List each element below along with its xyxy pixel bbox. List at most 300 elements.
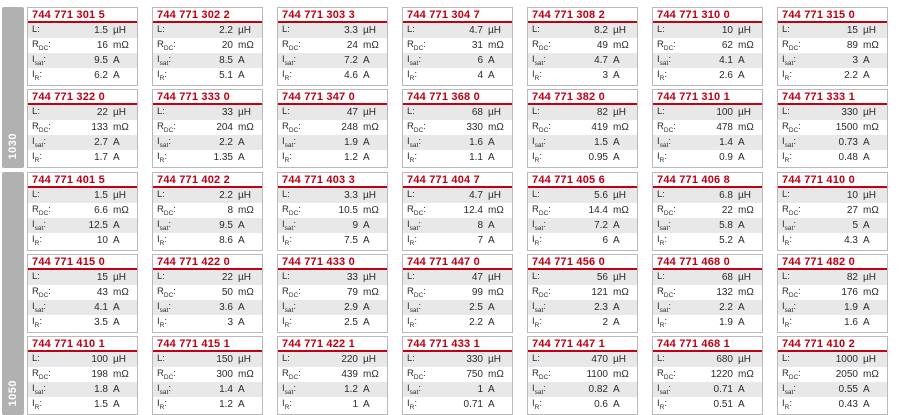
label-colon: : — [414, 68, 417, 80]
label-colon: : — [48, 203, 51, 215]
spec-row-dc-resistance — [278, 120, 387, 135]
param-label-dc-resistance — [282, 121, 308, 134]
param-unit-inductance: µH — [363, 25, 376, 36]
param-unit-sat-current: A — [863, 302, 870, 313]
param-symbol: I — [157, 397, 160, 409]
param-value-inductance: 3.3 — [344, 190, 358, 201]
param-label-sat-current — [157, 219, 183, 232]
param-label-sat-current — [657, 301, 683, 314]
label-colon: : — [37, 352, 40, 364]
catalog — [2, 7, 900, 415]
label-colon: : — [37, 270, 40, 282]
label-colon: : — [548, 203, 551, 215]
param-value-dc-resistance: 176 — [841, 287, 858, 298]
param-label-rated-current — [782, 316, 808, 329]
label-colon: : — [423, 38, 426, 50]
param-value-sat-current: 1.9 — [844, 302, 858, 313]
param-subscript: sat — [784, 306, 794, 314]
param-subscript: sat — [534, 388, 544, 396]
param-unit-inductance: µH — [113, 354, 126, 365]
param-value-dc-resistance: 10.5 — [338, 205, 358, 216]
spec-row-sat-current — [403, 135, 512, 150]
param-label-inductance — [32, 189, 58, 202]
param-unit-inductance: µH — [113, 25, 126, 36]
param-subscript: R — [159, 321, 165, 329]
spec-row-inductance — [403, 105, 512, 120]
part-card — [777, 89, 888, 168]
label-colon: : — [664, 150, 667, 162]
param-symbol: I — [532, 150, 535, 162]
spec-row-sat-current — [278, 382, 387, 397]
param-subscript: R — [784, 156, 790, 164]
param-value-dc-resistance: 248 — [341, 122, 358, 133]
param-subscript: sat — [409, 141, 419, 149]
label-colon: : — [423, 285, 426, 297]
param-unit-dc-resistance: mΩ — [738, 40, 754, 51]
param-symbol: I — [157, 315, 160, 327]
param-value-dc-resistance: 43 — [96, 287, 108, 298]
param-symbol: I — [157, 233, 160, 245]
part-card — [527, 7, 638, 86]
param-label-inductance — [782, 271, 808, 284]
param-subscript: DC — [163, 373, 174, 381]
param-label-inductance — [782, 189, 808, 202]
param-unit-rated-current: A — [238, 70, 245, 81]
part-card — [277, 172, 388, 251]
param-subscript: sat — [409, 388, 419, 396]
label-colon: : — [289, 150, 292, 162]
param-label-inductance — [657, 106, 683, 119]
param-value-rated-current: 1.1 — [469, 152, 483, 163]
spec-row-rated-current — [278, 150, 387, 165]
param-value-dc-resistance: 6.6 — [94, 205, 108, 216]
param-unit-dc-resistance: mΩ — [488, 122, 504, 133]
param-symbol: R — [657, 38, 664, 50]
part-number: 744 771 333 1 — [778, 90, 887, 105]
spec-row-dc-resistance — [528, 285, 637, 300]
param-label-inductance — [32, 353, 58, 366]
part-card — [527, 89, 638, 168]
param-value-sat-current: 6 — [477, 55, 483, 66]
param-value-dc-resistance: 204 — [216, 122, 233, 133]
param-value-rated-current: 0.95 — [588, 152, 608, 163]
card-grid — [27, 172, 888, 415]
spec-row-rated-current — [153, 397, 262, 412]
param-label-sat-current — [782, 383, 808, 396]
param-value-inductance: 100 — [716, 107, 733, 118]
param-value-sat-current: 9.5 — [219, 220, 233, 231]
label-colon: : — [664, 68, 667, 80]
spec-row-sat-current — [528, 300, 637, 315]
label-colon: : — [293, 135, 296, 147]
param-subscript: DC — [413, 373, 424, 381]
param-symbol: I — [32, 218, 35, 230]
spec-row-inductance — [403, 23, 512, 38]
param-symbol: I — [782, 150, 785, 162]
param-value-rated-current: 7 — [477, 235, 483, 246]
param-value-rated-current: 5.1 — [219, 70, 233, 81]
param-unit-inductance: µH — [488, 190, 501, 201]
param-symbol: I — [657, 382, 660, 394]
param-subscript: R — [409, 74, 415, 82]
part-card — [777, 172, 888, 251]
spec-row-dc-resistance — [153, 203, 262, 218]
param-value-inductance: 100 — [91, 354, 108, 365]
param-subscript: sat — [659, 141, 669, 149]
param-label-dc-resistance — [157, 39, 183, 52]
param-subscript: sat — [284, 141, 294, 149]
param-subscript: sat — [34, 224, 44, 232]
label-colon: : — [287, 270, 290, 282]
label-colon: : — [414, 233, 417, 245]
param-subscript: R — [34, 239, 40, 247]
param-symbol: R — [157, 120, 164, 132]
param-unit-dc-resistance: mΩ — [738, 122, 754, 133]
param-symbol: I — [532, 135, 535, 147]
param-unit-dc-resistance: mΩ — [738, 287, 754, 298]
param-label-sat-current — [782, 54, 808, 67]
card-grid — [27, 7, 888, 168]
param-unit-rated-current: A — [738, 235, 745, 246]
param-value-dc-resistance: 16 — [96, 40, 108, 51]
param-label-sat-current — [532, 383, 558, 396]
part-card — [777, 7, 888, 86]
label-colon: : — [543, 300, 546, 312]
spec-row-rated-current — [28, 397, 137, 412]
param-subscript: sat — [159, 59, 169, 67]
param-symbol: L — [532, 188, 538, 200]
param-symbol: R — [157, 285, 164, 297]
spec-row-rated-current — [528, 397, 637, 412]
param-value-inductance: 82 — [846, 272, 858, 283]
label-colon: : — [289, 315, 292, 327]
label-colon: : — [423, 367, 426, 379]
param-value-sat-current: 1.4 — [219, 384, 233, 395]
param-label-sat-current — [657, 219, 683, 232]
param-value-rated-current: 6 — [602, 235, 608, 246]
param-symbol: R — [782, 38, 789, 50]
param-unit-inductance: µH — [113, 190, 126, 201]
param-symbol: I — [782, 382, 785, 394]
param-subscript: sat — [34, 388, 44, 396]
param-value-dc-resistance: 89 — [846, 40, 858, 51]
spec-row-rated-current — [278, 315, 387, 330]
param-label-rated-current — [32, 151, 58, 164]
param-unit-dc-resistance: mΩ — [738, 369, 754, 380]
param-symbol: R — [32, 367, 39, 379]
param-subscript: R — [159, 403, 165, 411]
param-unit-rated-current: A — [738, 399, 745, 410]
label-colon: : — [537, 188, 540, 200]
param-value-dc-resistance: 24 — [346, 40, 358, 51]
param-value-inductance: 68 — [471, 107, 483, 118]
spec-row-inductance — [28, 270, 137, 285]
label-colon: : — [798, 367, 801, 379]
param-symbol: I — [782, 233, 785, 245]
spec-row-sat-current — [28, 382, 137, 397]
part-card — [652, 254, 763, 333]
param-unit-sat-current: A — [613, 220, 620, 231]
spec-row-rated-current — [778, 233, 887, 248]
param-symbol: I — [657, 233, 660, 245]
param-unit-rated-current: A — [613, 399, 620, 410]
param-label-rated-current — [657, 398, 683, 411]
param-unit-sat-current: A — [488, 55, 495, 66]
param-symbol: I — [32, 53, 35, 65]
param-symbol: R — [32, 285, 39, 297]
param-unit-dc-resistance: mΩ — [613, 205, 629, 216]
spec-row-inductance — [528, 270, 637, 285]
param-unit-inductance: µH — [238, 354, 251, 365]
param-subscript: sat — [784, 59, 794, 67]
param-symbol: I — [532, 382, 535, 394]
param-unit-rated-current: A — [238, 152, 245, 163]
part-number: 744 771 404 7 — [403, 173, 512, 188]
param-subscript: sat — [534, 224, 544, 232]
param-symbol: R — [782, 367, 789, 379]
part-number: 744 771 310 0 — [653, 8, 762, 23]
spec-row-inductance — [153, 270, 262, 285]
param-subscript: sat — [34, 59, 44, 67]
param-label-sat-current — [782, 301, 808, 314]
param-subscript: sat — [409, 224, 419, 232]
param-label-sat-current — [407, 383, 433, 396]
param-unit-inductance: µH — [363, 272, 376, 283]
spec-row-rated-current — [28, 150, 137, 165]
label-colon: : — [798, 203, 801, 215]
spec-row-inductance — [153, 23, 262, 38]
part-number: 744 771 415 1 — [153, 337, 262, 352]
param-subscript: sat — [784, 224, 794, 232]
series-label: 1050 — [7, 379, 19, 406]
param-label-dc-resistance — [282, 39, 308, 52]
param-value-dc-resistance: 12.4 — [463, 205, 483, 216]
param-unit-dc-resistance: mΩ — [113, 40, 129, 51]
spec-row-dc-resistance — [778, 367, 887, 382]
param-label-rated-current — [532, 69, 558, 82]
spec-row-sat-current — [653, 53, 762, 68]
label-colon: : — [662, 352, 665, 364]
param-value-rated-current: 3 — [602, 70, 608, 81]
param-unit-dc-resistance: mΩ — [488, 369, 504, 380]
param-unit-rated-current: A — [738, 152, 745, 163]
label-colon: : — [537, 23, 540, 35]
param-label-rated-current — [157, 398, 183, 411]
param-unit-inductance: µH — [113, 107, 126, 118]
param-value-inductance: 47 — [346, 107, 358, 118]
label-colon: : — [43, 382, 46, 394]
param-label-inductance — [282, 271, 308, 284]
param-value-inductance: 5.6 — [594, 190, 608, 201]
spec-row-inductance — [28, 23, 137, 38]
param-subscript: DC — [538, 373, 549, 381]
param-subscript: DC — [288, 126, 299, 134]
param-symbol: L — [782, 188, 788, 200]
spec-row-dc-resistance — [153, 285, 262, 300]
param-label-dc-resistance — [532, 286, 558, 299]
label-colon: : — [168, 218, 171, 230]
spec-row-sat-current — [778, 53, 887, 68]
param-unit-inductance: µH — [613, 354, 626, 365]
label-colon: : — [793, 53, 796, 65]
param-label-rated-current — [657, 151, 683, 164]
part-card — [527, 254, 638, 333]
spec-row-rated-current — [528, 68, 637, 83]
param-label-inductance — [407, 189, 433, 202]
part-number: 744 771 482 0 — [778, 255, 887, 270]
param-unit-dc-resistance: mΩ — [238, 122, 254, 133]
param-unit-inductance: µH — [863, 272, 876, 283]
param-value-sat-current: 8.5 — [219, 55, 233, 66]
param-label-sat-current — [532, 136, 558, 149]
param-subscript: R — [659, 321, 665, 329]
param-value-rated-current: 1.35 — [213, 152, 233, 163]
param-subscript: R — [34, 74, 40, 82]
param-value-sat-current: 1.2 — [344, 384, 358, 395]
spec-row-sat-current — [278, 300, 387, 315]
param-value-sat-current: 3 — [852, 55, 858, 66]
spec-row-sat-current — [278, 53, 387, 68]
spec-row-inductance — [28, 352, 137, 367]
param-subscript: DC — [163, 209, 174, 217]
param-symbol: L — [532, 23, 538, 35]
param-value-inductance: 10 — [846, 190, 858, 201]
param-value-inductance: 680 — [716, 354, 733, 365]
param-value-dc-resistance: 132 — [716, 287, 733, 298]
param-value-rated-current: 0.43 — [838, 399, 858, 410]
label-colon: : — [793, 135, 796, 147]
label-colon: : — [162, 270, 165, 282]
param-subscript: R — [409, 239, 415, 247]
param-subscript: DC — [38, 291, 49, 299]
param-unit-inductance: µH — [738, 190, 751, 201]
param-label-dc-resistance — [532, 121, 558, 134]
label-colon: : — [539, 315, 542, 327]
spec-row-inductance — [653, 188, 762, 203]
label-colon: : — [162, 352, 165, 364]
param-unit-sat-current: A — [238, 220, 245, 231]
part-card — [777, 336, 888, 415]
param-symbol: L — [657, 188, 663, 200]
param-subscript: R — [659, 156, 665, 164]
part-card — [152, 172, 263, 251]
label-colon: : — [289, 68, 292, 80]
part-card — [527, 172, 638, 251]
param-unit-rated-current: A — [863, 317, 870, 328]
param-subscript: sat — [284, 59, 294, 67]
param-unit-sat-current: A — [613, 302, 620, 313]
param-label-dc-resistance — [157, 368, 183, 381]
param-label-rated-current — [282, 151, 308, 164]
param-unit-sat-current: A — [238, 384, 245, 395]
label-colon: : — [787, 270, 790, 282]
param-unit-dc-resistance: mΩ — [863, 205, 879, 216]
param-unit-dc-resistance: mΩ — [488, 287, 504, 298]
param-value-rated-current: 0.48 — [838, 152, 858, 163]
param-subscript: R — [784, 321, 790, 329]
param-unit-dc-resistance: mΩ — [363, 122, 379, 133]
param-subscript: R — [159, 239, 165, 247]
spec-row-dc-resistance — [528, 38, 637, 53]
param-value-inductance: 47 — [471, 272, 483, 283]
param-value-rated-current: 2.2 — [469, 317, 483, 328]
param-label-dc-resistance — [282, 368, 308, 381]
param-label-rated-current — [32, 234, 58, 247]
part-number: 744 771 403 3 — [278, 173, 387, 188]
param-label-inductance — [157, 189, 183, 202]
param-subscript: R — [534, 239, 540, 247]
param-label-rated-current — [407, 234, 433, 247]
param-subscript: DC — [538, 44, 549, 52]
param-label-rated-current — [532, 398, 558, 411]
label-colon: : — [418, 53, 421, 65]
param-symbol: I — [532, 397, 535, 409]
param-subscript: DC — [663, 373, 674, 381]
param-unit-rated-current: A — [488, 399, 495, 410]
param-symbol: I — [532, 68, 535, 80]
part-number: 744 771 422 0 — [153, 255, 262, 270]
spec-row-inductance — [403, 188, 512, 203]
param-label-inductance — [782, 24, 808, 37]
param-unit-rated-current: A — [363, 235, 370, 246]
param-label-sat-current — [282, 383, 308, 396]
part-number: 744 771 347 0 — [278, 90, 387, 105]
param-unit-rated-current: A — [488, 152, 495, 163]
param-label-inductance — [532, 271, 558, 284]
label-colon: : — [798, 120, 801, 132]
spec-row-rated-current — [653, 150, 762, 165]
param-value-inductance: 6.8 — [719, 190, 733, 201]
param-unit-sat-current: A — [613, 55, 620, 66]
param-unit-inductance: µH — [488, 107, 501, 118]
param-value-rated-current: 1.5 — [94, 399, 108, 410]
param-value-sat-current: 4.1 — [719, 55, 733, 66]
param-symbol: I — [407, 218, 410, 230]
part-number: 744 771 447 0 — [403, 255, 512, 270]
spec-row-dc-resistance — [653, 38, 762, 53]
label-colon: : — [537, 270, 540, 282]
label-colon: : — [43, 218, 46, 230]
param-value-sat-current: 8 — [477, 220, 483, 231]
part-number: 744 771 302 2 — [153, 8, 262, 23]
param-value-dc-resistance: 439 — [341, 369, 358, 380]
param-label-inductance — [657, 24, 683, 37]
param-subscript: DC — [663, 291, 674, 299]
label-colon: : — [164, 397, 167, 409]
param-symbol: I — [282, 233, 285, 245]
label-colon: : — [293, 300, 296, 312]
param-symbol: L — [407, 188, 413, 200]
param-subscript: R — [659, 403, 665, 411]
part-number: 744 771 308 2 — [528, 8, 637, 23]
label-colon: : — [664, 315, 667, 327]
label-colon: : — [289, 397, 292, 409]
part-card — [27, 254, 138, 333]
label-colon: : — [673, 203, 676, 215]
param-subscript: sat — [159, 141, 169, 149]
param-value-dc-resistance: 31 — [471, 40, 483, 51]
label-colon: : — [168, 53, 171, 65]
param-symbol: I — [157, 218, 160, 230]
param-label-dc-resistance — [32, 286, 58, 299]
param-symbol: I — [782, 68, 785, 80]
param-symbol: R — [282, 285, 289, 297]
param-label-sat-current — [407, 219, 433, 232]
param-value-sat-current: 0.71 — [713, 384, 733, 395]
param-unit-dc-resistance: mΩ — [363, 205, 379, 216]
param-subscript: R — [284, 239, 290, 247]
param-label-rated-current — [657, 234, 683, 247]
